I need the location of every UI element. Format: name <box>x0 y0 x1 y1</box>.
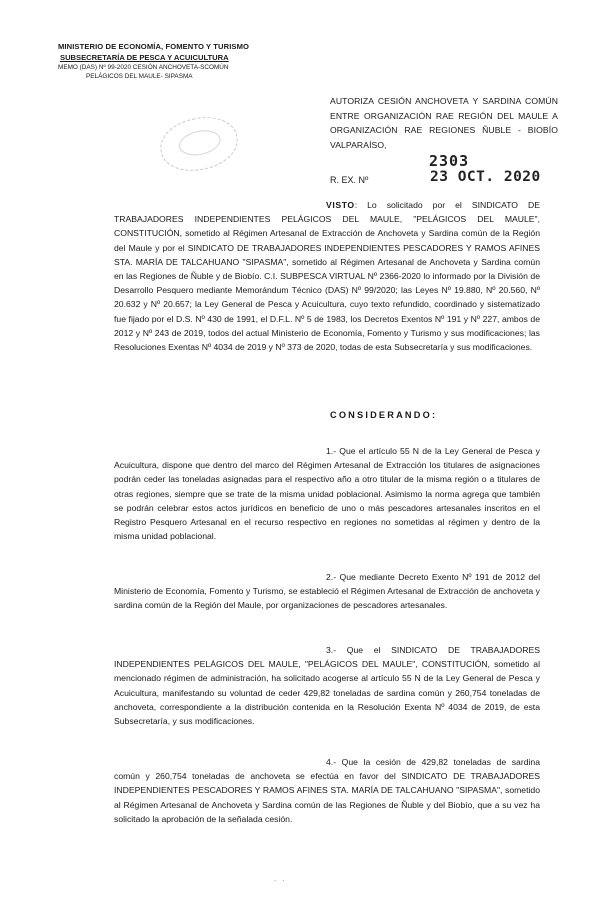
resolution-title: AUTORIZA CESIÓN ANCHOVETA Y SARDINA COMÚN ENTRE ORGANIZACIÓN RAE REGIÓN DEL MAULE A ORGANIZACIÓN RAE REGIONES ÑUBLE - BIOBÍO VALPARAÍSO, <box>330 96 558 150</box>
visto-paragraph <box>114 198 540 354</box>
paragraph-text: Que mediante Decreto Exento Nº 191 de 2012 del Ministerio de Economía, Fomento y Turismo, se estableció el Régimen Artesanal de Extracción de anchoveta y sardina común de la Región del Maule, por organizaciones de pescadores artesanales. <box>114 572 540 611</box>
faded-stamp <box>155 110 242 177</box>
considerando-paragraph-1 <box>114 444 540 543</box>
resolution-date: 23 OCT. 2020 <box>430 169 541 185</box>
resolution-number: 2303 <box>429 152 470 170</box>
paragraph-text: Que el artículo 55 N de la Ley General de Pesca y Acuicultura, dispone que dentro del marco del Régimen Artesanal de Extracción los titulares de asignaciones podrán ceder las toneladas asignadas para el respectivo año a otro titular de la misma región o a titulares de otras regiones, siempre que se trate de la misma unidad poblacional. Asimismo la norma agrega que también se podrán celebrar estos actos jurídicos en beneficio de uno o más pescadores artesanales inscritos en el Registro Pesquero Artesanal en el recurso respectivo en regiones no sometidas al régimen y dentro de la misma unidad poblacional. <box>114 446 540 542</box>
paragraph-number: 4.- <box>326 757 337 767</box>
letterhead <box>58 42 318 81</box>
paragraph-text: Que la cesión de 429,82 toneladas de sardina común y 260,754 toneladas de anchoveta se efectúa en favor del SINDICATO DE TRABAJADORES INDEPENDIENTES PESCADORES Y RAMOS AFINES STA. MARÍA DE TALCAHUANO "SIPASMA", sometido al Régimen Artesanal de Anchoveta y Sardina común de las Regiones de Ñuble y del Biobío, que a su vez ha solicitado la aprobación de la señalada cesión. <box>114 757 540 824</box>
visto-text: : Lo solicitado por el SINDICATO DE TRABAJADORES INDEPENDIENTES PELÁGICOS DEL MAULE, "PELÁGICOS DEL MAULE", CONSTITUCIÓN, sometido al Régimen Artesanal de Extracción de Anchoveta y Sardina común de la Región del Maule y por el SINDICATO DE TRABAJADORES INDEPENDIENTES PESCADORES Y RAMOS AFINES STA. MARÍA DE TALCAHUANO "SIPASMA", sometido al Régimen Artesanal de Anchoveta y Sardina común en las Regiones de Ñuble y de Biobío. C.I. SUBPESCA VIRTUAL Nº 2366-2020 lo informado por la División de Desarrollo Pesquero mediante Memorándum Técnico (DAS) Nº 99/2020; las Leyes Nº 19.880, Nº 20.560, Nº 20.632 y Nº 20.657; la Ley General de Pesca y Acuicultura, cuyo texto refundido, coordinado y sistematizado fue fijado por el D.S. Nº 430 de 1991, el D.F.L. Nº 5 de 1983, los Decretos Exentos Nº 191 y Nº 227, ambos de 2012 y Nº 243 de 2019, todos del actual Ministerio de Economía, Fomento y Turismo y sus modificaciones; las Resoluciones Exentas Nº 4034 de 2019 y Nº 373 de 2020, todas de esta Subsecretaría y sus modificaciones. <box>114 200 540 353</box>
memo-reference: MEMO (DAS) Nº 99-2020 CESIÓN ANCHOVETA-SCOMÚN <box>58 64 229 71</box>
paragraph-number: 1.- <box>326 446 337 456</box>
ministry-name: MINISTERIO DE ECONOMÍA, FOMENTO Y TURISMO <box>58 42 250 51</box>
considerando-heading: CONSIDERANDO: <box>330 410 438 420</box>
memo-reference-cont: PELÁGICOS DEL MAULE- SIPASMA <box>86 73 193 80</box>
paragraph-text: Que el SINDICATO DE TRABAJADORES INDEPENDIENTES PELÁGICOS DEL MAULE, "PELÁGICOS DEL MAULE", CONSTITUCIÓN, sometido al mencionado régimen de administración, ha solicitado acogerse al artículo 55 N de la Ley General de Pesca y Acuicultura, manifestando su voluntad de ceder 429,82 toneladas de sardina común y 260,754 toneladas de anchoveta, correspondiente a la distribución contenida en la Resolución Exenta Nº 4034 de 2019, de esta Subsecretaría, y sus modificaciones. <box>114 645 540 727</box>
considerando-paragraph-4 <box>114 755 540 826</box>
considerando-paragraph-3 <box>114 643 540 728</box>
subsecretaria-name: SUBSECRETARÍA DE PESCA Y ACUICULTURA <box>60 52 229 62</box>
footer-marks: . . <box>274 874 287 883</box>
visto-label: VISTO <box>326 200 355 210</box>
considerando-paragraph-2 <box>114 570 540 613</box>
paragraph-number: 3.- <box>326 645 337 655</box>
paragraph-number: 2.- <box>326 572 337 582</box>
resolution-label: R. EX. Nº <box>330 175 369 185</box>
